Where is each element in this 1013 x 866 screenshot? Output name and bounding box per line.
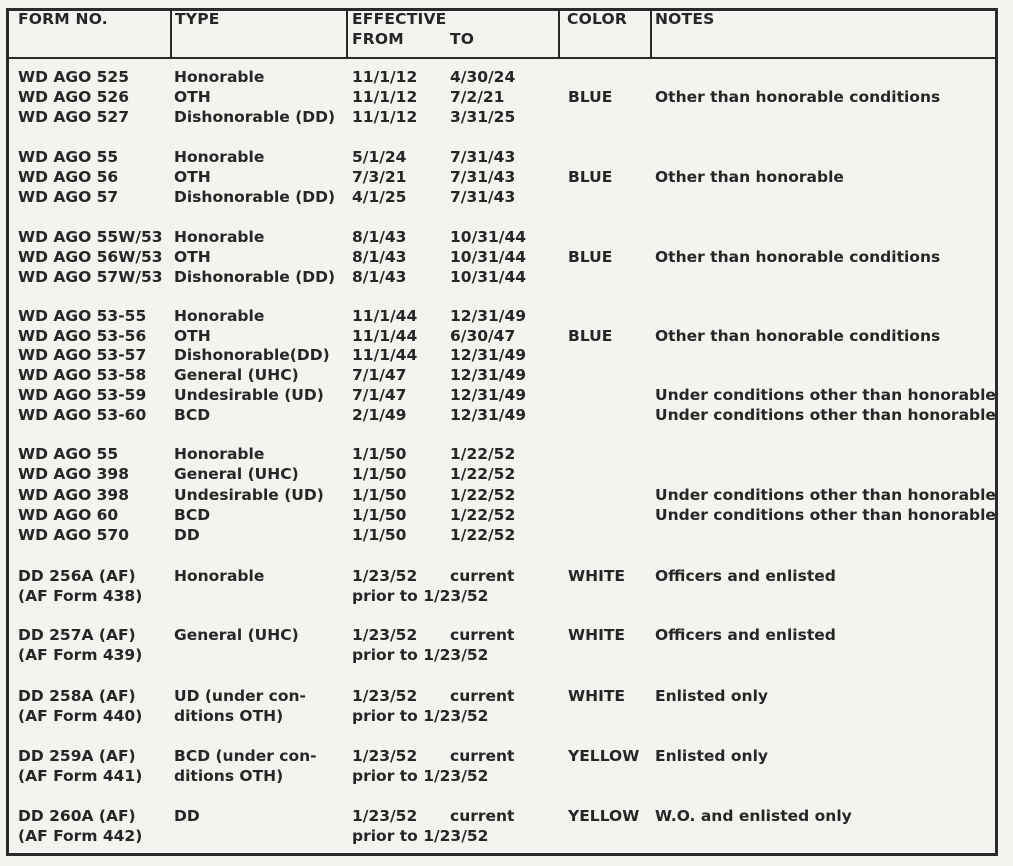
type-cell: OTH — [174, 327, 211, 345]
from-cell: 7/1/47 — [352, 366, 407, 384]
to-cell: current — [450, 807, 515, 825]
form-cell: DD 258A (AF) — [18, 687, 136, 705]
color-cell: WHITE — [568, 567, 625, 585]
type-cell: Honorable — [174, 445, 265, 463]
from-cell: 8/1/43 — [352, 268, 407, 286]
to-cell: 7/2/21 — [450, 88, 505, 106]
form-cell: WD AGO 55 — [18, 445, 119, 463]
header-effective: EFFECTIVE — [352, 10, 447, 28]
to-cell: 1/22/52 — [450, 445, 516, 463]
notes-cell: Enlisted only — [655, 747, 768, 765]
form-cell: WD AGO 57 — [18, 188, 119, 206]
from-cell: 11/1/12 — [352, 68, 418, 86]
to-cell: 10/31/44 — [450, 268, 527, 286]
form-cell: WD AGO 398 — [18, 465, 130, 483]
from-cell: 11/1/12 — [352, 108, 418, 126]
to-cell: 12/31/49 — [450, 366, 527, 384]
color-cell: YELLOW — [568, 747, 640, 765]
to-cell: 1/22/52 — [450, 465, 516, 483]
color-cell: WHITE — [568, 687, 625, 705]
type-cell: Honorable — [174, 228, 265, 246]
notes-cell: Other than honorable conditions — [655, 88, 941, 106]
to-cell: 7/31/43 — [450, 148, 516, 166]
to-cell: 12/31/49 — [450, 406, 527, 424]
form-cell: WD AGO 53-60 — [18, 406, 147, 424]
type-cell: OTH — [174, 88, 211, 106]
type-cell: Honorable — [174, 307, 265, 325]
from-cell: prior to 1/23/52 — [352, 646, 489, 664]
from-cell: 11/1/44 — [352, 346, 418, 364]
form-cell: DD 256A (AF) — [18, 567, 136, 585]
from-cell: 1/23/52 — [352, 687, 418, 705]
to-cell: 12/31/49 — [450, 346, 527, 364]
header-type: TYPE — [175, 10, 220, 28]
form-cell: DD 260A (AF) — [18, 807, 136, 825]
from-cell: 1/1/50 — [352, 465, 407, 483]
notes-cell: Enlisted only — [655, 687, 768, 705]
type-cell: OTH — [174, 168, 211, 186]
color-cell: BLUE — [568, 88, 613, 106]
to-cell: current — [450, 747, 515, 765]
form-cell: DD 257A (AF) — [18, 626, 136, 644]
type-cell: ditions OTH) — [174, 767, 284, 785]
column-divider — [346, 8, 348, 59]
form-cell: (AF Form 442) — [18, 827, 143, 845]
from-cell: 5/1/24 — [352, 148, 407, 166]
type-cell: General (UHC) — [174, 626, 299, 644]
to-cell: current — [450, 687, 515, 705]
column-divider — [650, 8, 652, 59]
from-cell: 1/1/50 — [352, 506, 407, 524]
form-cell: WD AGO 53-59 — [18, 386, 147, 404]
to-cell: 4/30/24 — [450, 68, 516, 86]
notes-cell: Under conditions other than honorable — [655, 486, 996, 504]
from-cell: 1/1/50 — [352, 445, 407, 463]
color-cell: WHITE — [568, 626, 625, 644]
from-cell: 8/1/43 — [352, 228, 407, 246]
from-cell: prior to 1/23/52 — [352, 587, 489, 605]
to-cell: current — [450, 626, 515, 644]
form-cell: WD AGO 53-55 — [18, 307, 147, 325]
from-cell: 7/3/21 — [352, 168, 407, 186]
header-from: FROM — [352, 30, 404, 48]
form-cell: DD 259A (AF) — [18, 747, 136, 765]
from-cell: 4/1/25 — [352, 188, 407, 206]
from-cell: 8/1/43 — [352, 248, 407, 266]
color-cell: YELLOW — [568, 807, 640, 825]
from-cell: 1/23/52 — [352, 626, 418, 644]
table-header — [6, 8, 998, 59]
to-cell: 12/31/49 — [450, 307, 527, 325]
to-cell: 10/31/44 — [450, 228, 527, 246]
header-notes: NOTES — [655, 10, 715, 28]
notes-cell: Other than honorable — [655, 168, 844, 186]
type-cell: BCD — [174, 506, 211, 524]
color-cell: BLUE — [568, 327, 613, 345]
notes-cell: Under conditions other than honorable — [655, 506, 996, 524]
form-cell: WD AGO 525 — [18, 68, 130, 86]
type-cell: Undesirable (UD) — [174, 486, 324, 504]
header-to: TO — [450, 30, 475, 48]
type-cell: General (UHC) — [174, 366, 299, 384]
form-cell: WD AGO 57W/53 — [18, 268, 163, 286]
from-cell: 11/1/44 — [352, 327, 418, 345]
from-cell: 7/1/47 — [352, 386, 407, 404]
type-cell: DD — [174, 526, 200, 544]
from-cell: 1/23/52 — [352, 567, 418, 585]
from-cell: 1/23/52 — [352, 807, 418, 825]
form-cell: WD AGO 398 — [18, 486, 130, 504]
notes-cell: Other than honorable conditions — [655, 327, 941, 345]
form-cell: WD AGO 53-58 — [18, 366, 147, 384]
to-cell: 12/31/49 — [450, 386, 527, 404]
from-cell: 11/1/44 — [352, 307, 418, 325]
form-cell: WD AGO 526 — [18, 88, 130, 106]
column-divider — [170, 8, 172, 59]
form-cell: (AF Form 438) — [18, 587, 143, 605]
type-cell: Honorable — [174, 68, 265, 86]
to-cell: 7/31/43 — [450, 168, 516, 186]
form-cell: (AF Form 441) — [18, 767, 143, 785]
from-cell: 11/1/12 — [352, 88, 418, 106]
type-cell: Honorable — [174, 567, 265, 585]
to-cell: 1/22/52 — [450, 486, 516, 504]
notes-cell: Under conditions other than honorable — [655, 386, 996, 404]
notes-cell: Under conditions other than honorable — [655, 406, 996, 424]
header-color: COLOR — [567, 10, 627, 28]
type-cell: OTH — [174, 248, 211, 266]
from-cell: 2/1/49 — [352, 406, 407, 424]
form-cell: WD AGO 56W/53 — [18, 248, 163, 266]
form-cell: WD AGO 55W/53 — [18, 228, 163, 246]
form-cell: WD AGO 570 — [18, 526, 130, 544]
type-cell: Undesirable (UD) — [174, 386, 324, 404]
form-cell: WD AGO 55 — [18, 148, 119, 166]
type-cell: UD (under con- — [174, 687, 306, 705]
form-cell: WD AGO 60 — [18, 506, 119, 524]
type-cell: BCD — [174, 406, 211, 424]
type-cell: General (UHC) — [174, 465, 299, 483]
form-cell: WD AGO 53-56 — [18, 327, 147, 345]
type-cell: DD — [174, 807, 200, 825]
notes-cell: W.O. and enlisted only — [655, 807, 852, 825]
to-cell: current — [450, 567, 515, 585]
notes-cell: Officers and enlisted — [655, 626, 836, 644]
to-cell: 6/30/47 — [450, 327, 516, 345]
from-cell: 1/23/52 — [352, 747, 418, 765]
type-cell: Dishonorable(DD) — [174, 346, 330, 364]
form-cell: WD AGO 53-57 — [18, 346, 147, 364]
form-cell: (AF Form 440) — [18, 707, 143, 725]
from-cell: 1/1/50 — [352, 486, 407, 504]
type-cell: Dishonorable (DD) — [174, 268, 336, 286]
form-cell: WD AGO 527 — [18, 108, 130, 126]
color-cell: BLUE — [568, 168, 613, 186]
type-cell: Dishonorable (DD) — [174, 188, 336, 206]
form-cell: WD AGO 56 — [18, 168, 119, 186]
column-divider — [558, 8, 560, 59]
from-cell: 1/1/50 — [352, 526, 407, 544]
type-cell: Dishonorable (DD) — [174, 108, 336, 126]
color-cell: BLUE — [568, 248, 613, 266]
notes-cell: Other than honorable conditions — [655, 248, 941, 266]
from-cell: prior to 1/23/52 — [352, 767, 489, 785]
to-cell: 7/31/43 — [450, 188, 516, 206]
type-cell: ditions OTH) — [174, 707, 284, 725]
to-cell: 1/22/52 — [450, 506, 516, 524]
to-cell: 3/31/25 — [450, 108, 516, 126]
type-cell: Honorable — [174, 148, 265, 166]
form-cell: (AF Form 439) — [18, 646, 143, 664]
discharge-forms-table — [6, 8, 998, 856]
from-cell: prior to 1/23/52 — [352, 707, 489, 725]
header-form-no: FORM NO. — [18, 10, 108, 28]
notes-cell: Officers and enlisted — [655, 567, 836, 585]
to-cell: 1/22/52 — [450, 526, 516, 544]
from-cell: prior to 1/23/52 — [352, 827, 489, 845]
to-cell: 10/31/44 — [450, 248, 527, 266]
type-cell: BCD (under con- — [174, 747, 317, 765]
